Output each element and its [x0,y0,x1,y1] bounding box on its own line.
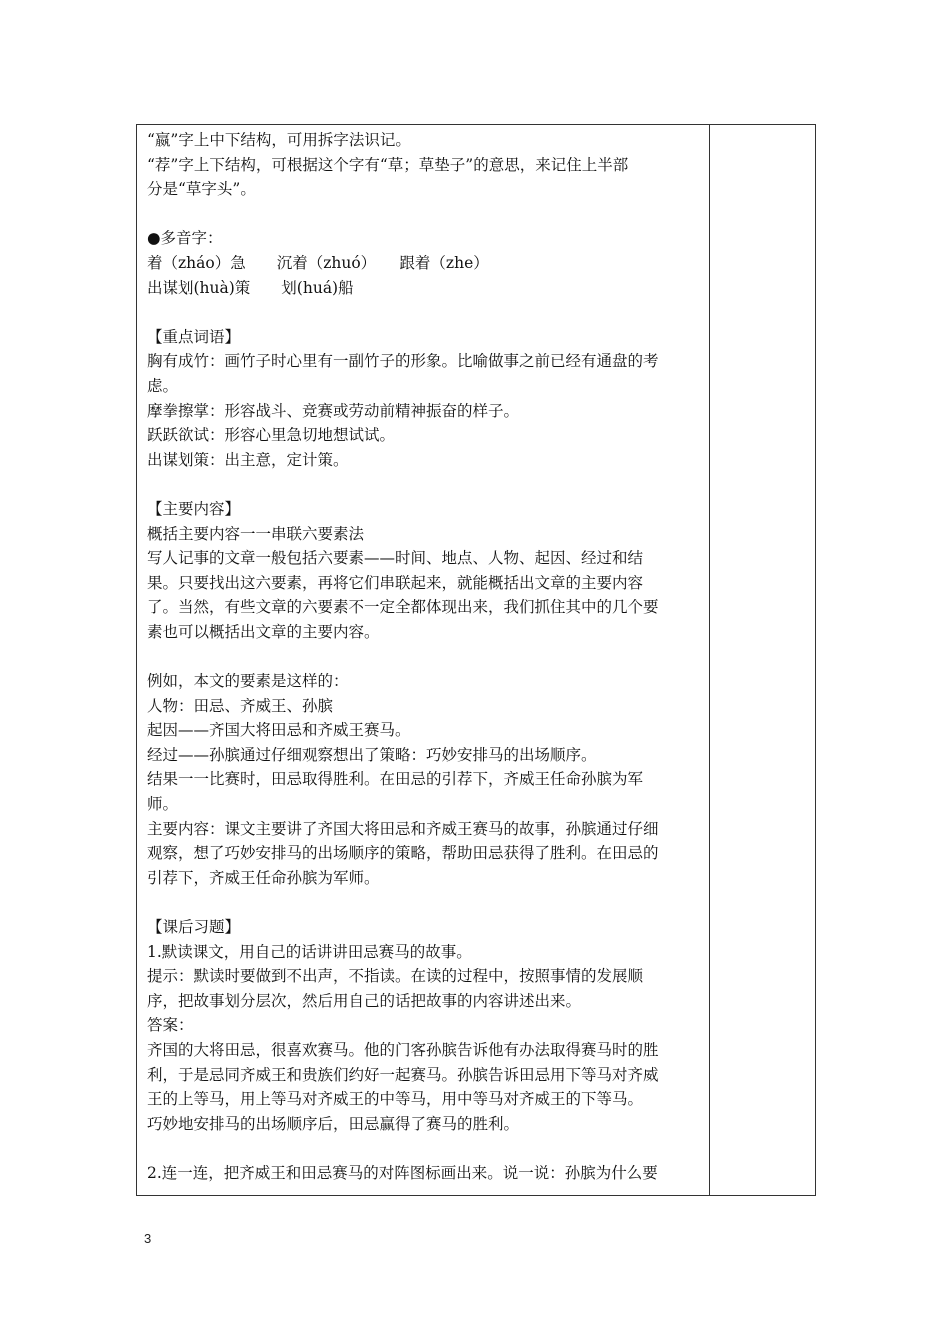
text-line: 利，于是忌同齐威王和贵族们约好一起赛马。孙膑告诉田忌用下等马对齐威 [147,1065,659,1084]
blank-line [147,1136,701,1161]
text-line: 2.连一连，把齐威王和田忌赛马的对阵图标画出来。说一说：孙膑为什么要 [147,1163,658,1182]
content-table [136,124,816,1196]
text-line: 摩拳擦掌：形容战斗、竞赛或劳动前精神振奋的样子。 [147,401,520,420]
blank-line [147,472,701,497]
text-line: 【课后习题】 [147,918,241,936]
text-line: “嬴”字上中下结构，可用拆字法识记。 [147,131,411,149]
text-line: 概括主要内容一一串联六要素法 [147,524,365,543]
text-line: 写人记事的文章一般包括六要素——时间、地点、人物、起因、经过和结 [147,549,644,568]
text-line: 例如，本文的要素是这样的： [147,672,349,691]
text-line: 胸有成竹：画竹子时心里有一副竹子的形象。比喻做事之前已经有通盘的考 [147,352,659,371]
text-line: 出谋划策：出主意，定计策。 [147,450,349,469]
text-line: 齐国的大将田忌，很喜欢赛马。他的门客孙膑告诉他有办法取得赛马时的胜 [147,1040,659,1059]
text-line: 序，把故事划分层次，然后用自己的话把故事的内容讲述出来。 [147,991,582,1010]
blank-line [147,890,701,915]
column-divider [709,125,710,1195]
text-line: 跃跃欲试：形容心里急切地想试试。 [147,426,396,445]
text-line: 观察，想了巧妙安排马的出场顺序的策略，帮助田忌获得了胜利。在田忌的 [147,844,659,863]
text-line: “荐”字上下结构，可根据这个字有“草；草垫子”的意思，来记住上半部 [147,155,629,174]
text-line: 师。 [147,795,179,814]
text-line: 出谋划(huà)策 划(huá)船 [147,278,354,297]
text-line: 了。当然，有些文章的六要素不一定全都体现出来，我们抓住其中的几个要 [147,598,659,617]
text-line: 巧妙地安排马的出场顺序后，田忌赢得了赛马的胜利。 [147,1114,520,1133]
text-line: 主要内容：课文主要讲了齐国大将田忌和齐威王赛马的故事，孙膑通过仔细 [147,819,659,838]
text-line: 果。只要找出这六要素，再将它们串联起来，就能概括出文章的主要内容 [147,573,644,592]
text-line: 虑。 [147,376,179,395]
text-line: 【主要内容】 [147,499,241,518]
text-line: 1.默读课文，用自己的话讲讲田忌赛马的故事。 [147,942,472,961]
blank-line [147,644,701,669]
text-line: 人物：田忌、齐威王、孙膑 [147,696,334,715]
text-line: 分是“草字头”。 [147,180,256,199]
text-line: ●多音字： [147,229,223,248]
text-line: 引荐下，齐威王任命孙膑为军师。 [147,868,380,887]
lesson-notes-cell [137,125,709,1195]
text-line: 王的上等马，用上等马对齐威王的中等马，用中等马对齐威王的下等马。 [147,1090,644,1109]
text-line: 提示：默读时要做到不出声，不指读。在读的过程中，按照事情的发展顺 [147,967,644,986]
text-line: 答案： [147,1016,194,1035]
text-line: 经过——孙膑通过仔细观察想出了策略：巧妙安排马的出场顺序。 [147,745,597,764]
text-line: 结果一一比赛时，田忌取得胜利。在田忌的引荐下，齐威王任命孙膑为军 [147,770,644,789]
blank-line [147,202,701,227]
text-line: 【重点词语】 [147,327,241,346]
page-number: 3 [144,1231,152,1246]
blank-line [147,300,701,325]
text-line: 素也可以概括出文章的主要内容。 [147,622,380,641]
text-line: 着（zháo）急 沉着（zhuó） 跟着（zhe） [147,253,489,272]
text-line: 起因——齐国大将田忌和齐威王赛马。 [147,721,411,740]
